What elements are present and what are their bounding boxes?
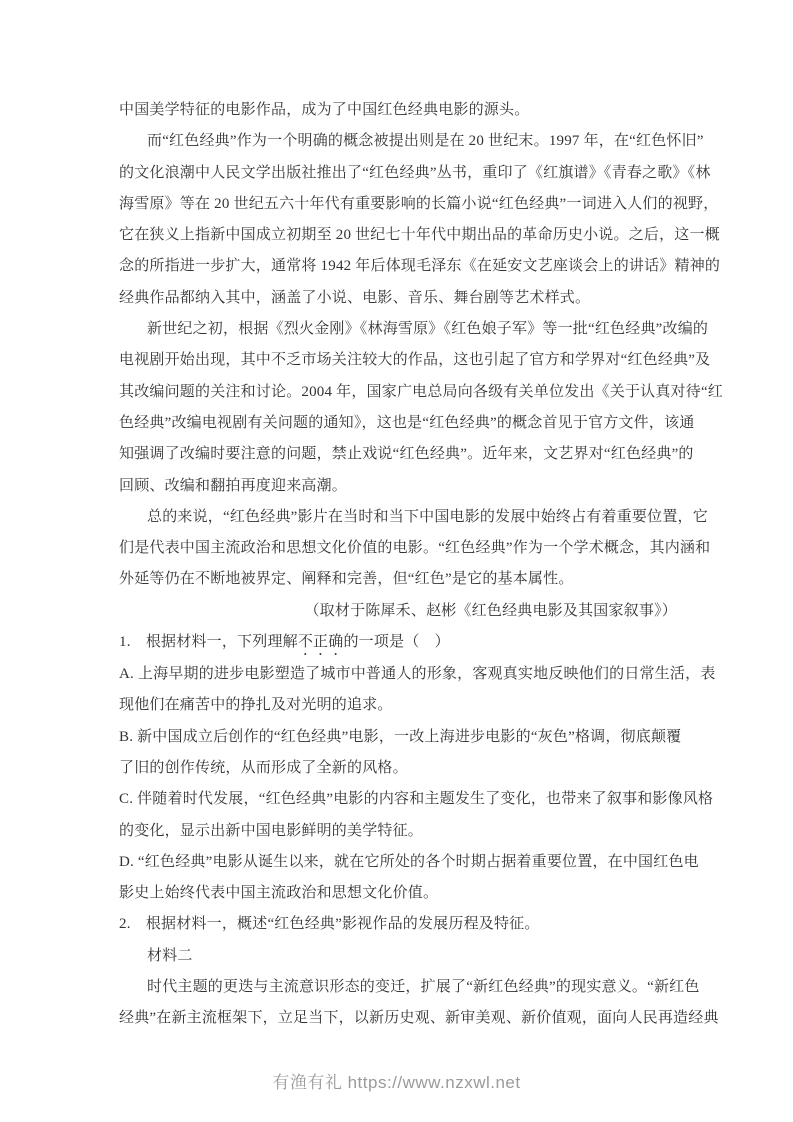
text-segment: 中国美学特征的电影作品，成为了中国红色经典电影的源头。 xyxy=(119,102,530,118)
text-line xyxy=(119,533,711,564)
text-segment: 知强调了改编时要注意的问题，禁止戏说“红色经典”。近年来，文艺界对“红色经典”的 xyxy=(119,446,694,463)
text-line xyxy=(119,753,677,784)
text-line xyxy=(119,847,699,878)
text-segment: 现他们在痛苦中的挣扎及对光明的追求。 xyxy=(119,697,393,714)
text-segment: （取材于陈犀禾、赵彬《红色经典电影及其国家叙事》） xyxy=(304,602,677,619)
text-segment: 海雪原》等在 20 世纪五六十年代有重要影响的长篇小说“红色经典”一词进入人们的视野， xyxy=(119,195,719,212)
text-line xyxy=(119,816,677,847)
text-line xyxy=(119,502,708,533)
text-segment: D. “红色经典”电影从诞生以来，就在它所处的各个时期占据着重要位置，在中国红色电 xyxy=(119,853,699,870)
text-segment: 念的所指进一步扩大，通常将 1942 年后体现毛泽东《在延安文艺座谈会上的讲话》精神的 xyxy=(119,258,721,275)
text-segment: 外延等仍在不断地被界定、阐释和完善，但“红色”是它的基本属性。 xyxy=(119,571,574,588)
text-segment: A. 上海早期的进步电影塑造了城市中普通人的形象，客观真实地反映他们的日常生活，表 xyxy=(119,666,716,683)
text-line xyxy=(119,283,677,314)
text-segment: 色经典”改编电视剧有关问题的通知》，这也是“红色经典”的概念首见于官方文件，该通 xyxy=(119,414,695,431)
text-line xyxy=(119,314,709,345)
text-line xyxy=(119,251,721,282)
text-segment: 1. 根据材料一，下列理解 xyxy=(119,634,298,651)
watermark-text: 有渔有礼 https://www.nzxwl.net xyxy=(272,1073,521,1092)
text-line xyxy=(119,878,677,909)
text-segment: 的变化，显示出新中国电影鲜明的美学特征。 xyxy=(119,822,424,839)
text-segment: 影史上始终代表中国主流政治和思想文化价值。 xyxy=(119,885,439,902)
text-segment: 的一项是（ ） xyxy=(343,634,450,651)
text-line xyxy=(119,972,700,1003)
text-line xyxy=(119,1003,719,1034)
text-segment: 材料二 xyxy=(147,947,193,964)
text-segment: 了旧的创作传统，从而形成了全新的风格。 xyxy=(119,759,408,776)
text-segment: 它在狭义上指新中国成立初期至 20 世纪七十年代中期出品的革命历史小说。之后，这一概 xyxy=(119,227,720,244)
text-segment: 的文化浪潮中人民文学出版社推出了“红色经典”丛书，重印了《红旗谱》《青春之歌》《林 xyxy=(119,164,711,181)
emphasized-text: 不正确 xyxy=(297,634,344,651)
document-body xyxy=(119,95,724,1035)
text-line xyxy=(119,784,714,815)
text-segment: 经典作品都纳入其中，涵盖了小说、电影、音乐、舞台剧等艺术样式。 xyxy=(119,289,591,306)
text-line xyxy=(119,377,724,408)
text-segment: 经典”在新主流框架下，立足当下，以新历史观、新审美观、新价值观，面向人民再造经典 xyxy=(119,1010,719,1027)
text-segment: 总的来说，“红色经典”影片在当时和当下中国电影的发展中始终占有着重要位置，它 xyxy=(147,508,708,525)
text-line xyxy=(119,659,716,690)
text-segment: 而“红色经典”作为一个明确的概念被提出则是在 20 世纪末。1997 年，在“红色怀旧” xyxy=(147,133,704,150)
text-line xyxy=(119,345,711,376)
text-segment: 回顾、改编和翻拍再度迎来高潮。 xyxy=(119,477,348,494)
text-segment: 电视剧开始出现，其中不乏市场关注较大的作品，这也引起了官方和学界对“红色经典”及 xyxy=(119,352,711,369)
text-line xyxy=(119,126,704,157)
text-line xyxy=(119,189,719,220)
text-line xyxy=(119,471,677,502)
text-segment: 们是代表中国主流政治和思想文化价值的电影。“红色经典”作为一个学术概念，其内涵和 xyxy=(119,540,711,557)
text-line xyxy=(119,722,682,753)
text-line xyxy=(119,627,677,659)
text-line xyxy=(119,95,677,126)
text-line xyxy=(119,564,677,595)
text-line xyxy=(119,158,711,189)
text-line xyxy=(119,941,677,972)
text-line xyxy=(119,408,695,439)
text-line xyxy=(119,596,677,627)
text-line xyxy=(119,439,694,470)
text-segment: 2. 根据材料一，概述“红色经典”影视作品的发展历程及特征。 xyxy=(119,916,540,933)
text-segment: C. 伴随着时代发展，“红色经典”电影的内容和主题发生了变化，也带来了叙事和影像风格 xyxy=(119,791,714,808)
watermark-footer xyxy=(0,1068,793,1093)
text-line xyxy=(119,690,677,721)
text-segment: 时代主题的更迭与主流意识形态的变迁，扩展了“新红色经典”的现实意义。“新红色 xyxy=(147,979,700,996)
text-segment: 新世纪之初，根据《烈火金刚》《林海雪原》《红色娘子军》等一批“红色经典”改编的 xyxy=(147,321,709,338)
text-segment: B. 新中国成立后创作的“红色经典”电影，一改上海进步电影的“灰色”格调，彻底颠覆 xyxy=(119,728,682,745)
text-line xyxy=(119,220,720,251)
text-segment: 其改编问题的关注和讨论。2004 年，国家广电总局向各级有关单位发出《关于认真对待“红 xyxy=(119,383,724,400)
text-line xyxy=(119,909,677,940)
